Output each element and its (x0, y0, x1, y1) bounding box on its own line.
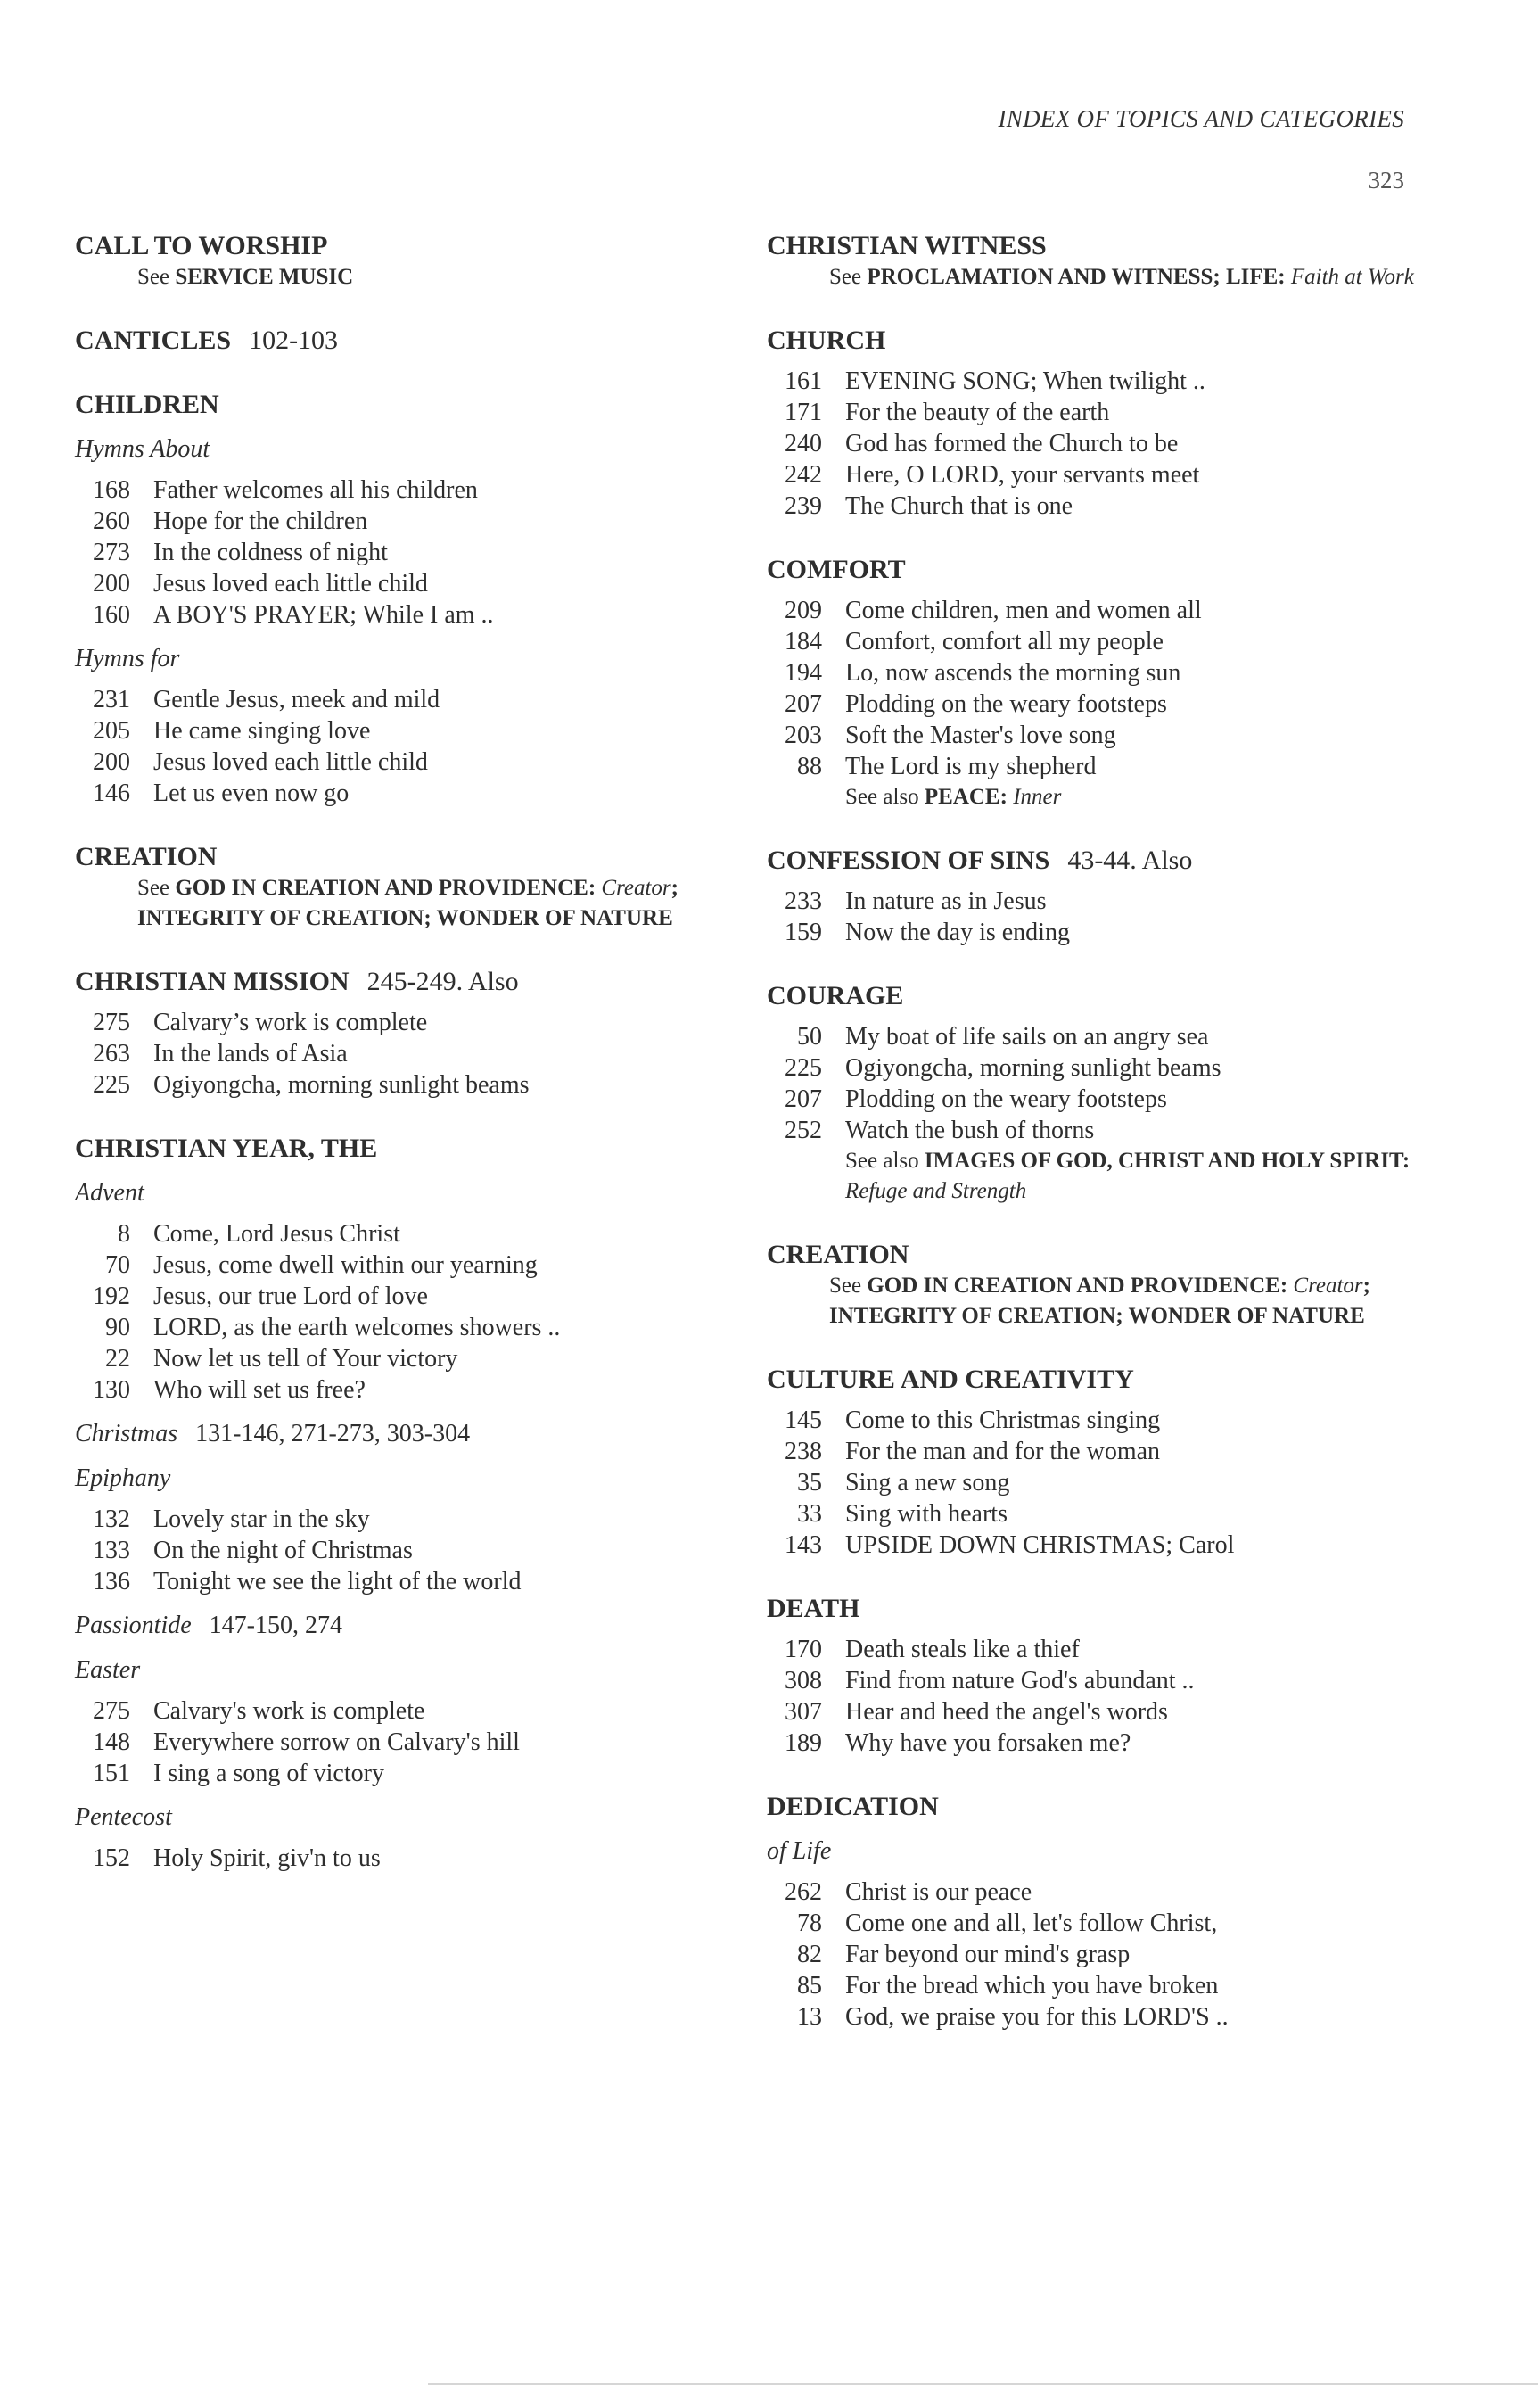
heading-text: CHRISTIAN WITNESS (767, 231, 1047, 260)
hymn-entry (767, 1052, 1427, 1084)
hymn-title: For the bread which you have broken (845, 1972, 1219, 2000)
hymn-title: He came singing love (153, 717, 371, 745)
index-section (767, 230, 1427, 293)
section-heading (75, 389, 753, 421)
hymn-entry (767, 1115, 1427, 1146)
index-section (75, 389, 753, 809)
hymn-title: God, we praise you for this LORD'S .. (845, 2003, 1229, 2031)
hymn-title: God has formed the Church to be (845, 430, 1179, 458)
heading-text: CHRISTIAN MISSION (75, 967, 350, 996)
hymn-entry (75, 474, 753, 506)
hymn-entry (767, 366, 1427, 397)
hymn-number: 207 (785, 1085, 822, 1113)
hymn-number: 170 (785, 1636, 822, 1663)
cross-reference-text: See (137, 265, 176, 289)
hymn-list (767, 1405, 1427, 1561)
heading-text: CREATION (75, 842, 218, 871)
hymn-number: 233 (785, 887, 822, 915)
section-heading (767, 554, 1427, 586)
hymn-entry (767, 1436, 1427, 1467)
hymn-title: On the night of Christmas (153, 1537, 413, 1564)
index-section (767, 1791, 1427, 2033)
hymn-list (75, 474, 753, 631)
hymn-number: 130 (93, 1376, 130, 1404)
hymn-title: Father welcomes all his children (153, 476, 478, 504)
cross-reference-text: ; INTEGRITY OF CREATION; WONDER OF NATURE (829, 1274, 1370, 1328)
hymn-title: Come to this Christmas singing (845, 1406, 1161, 1434)
hymn-list (767, 366, 1427, 522)
hymn-entry (767, 1696, 1427, 1728)
subheading (75, 1418, 753, 1450)
heading-text: DEDICATION (767, 1792, 939, 1821)
hymn-title: Ogiyongcha, morning sunlight beams (845, 1054, 1221, 1082)
section-heading (767, 1239, 1427, 1271)
hymn-entry (767, 1970, 1427, 2001)
hymn-number: 275 (93, 1697, 130, 1725)
cross-reference-text: PROCLAMATION AND WITNESS; LIFE: (867, 265, 1286, 289)
hymn-number: 307 (785, 1698, 822, 1726)
heading-text: COMFORT (767, 555, 906, 584)
hymn-entry (75, 1727, 753, 1758)
index-section (767, 554, 1427, 812)
hymn-title: Ogiyongcha, morning sunlight beams (153, 1071, 530, 1099)
hymn-entry (767, 1467, 1427, 1498)
heading-text: CANTICLES (75, 326, 232, 355)
hymn-list (75, 1695, 753, 1789)
hymn-title: Holy Spirit, giv'n to us (153, 1844, 381, 1872)
index-section (767, 1593, 1427, 1759)
heading-text: CREATION (767, 1240, 909, 1269)
index-section (75, 230, 753, 293)
hymn-title: Everywhere sorrow on Calvary's hill (153, 1728, 520, 1756)
hymn-entry (75, 1535, 753, 1566)
hymn-number: 171 (785, 399, 822, 426)
hymn-number: 148 (93, 1728, 130, 1756)
hymn-entry (75, 715, 753, 746)
hymn-number: 189 (785, 1729, 822, 1757)
see-also-reference (767, 782, 1427, 812)
subheading (75, 1463, 753, 1495)
hymn-entry (75, 537, 753, 568)
hymn-entry (75, 1281, 753, 1312)
heading-text: DEATH (767, 1594, 860, 1623)
hymn-title: Jesus, come dwell within our yearning (153, 1251, 538, 1279)
hymn-number: 136 (93, 1568, 130, 1596)
hymn-title: LORD, as the earth welcomes showers .. (153, 1314, 561, 1341)
heading-hymn-range: 102-103 (249, 326, 339, 355)
hymn-list (75, 1504, 753, 1597)
hymn-number: 225 (93, 1071, 130, 1099)
subheading-text: of Life (767, 1837, 832, 1865)
heading-text: CALL TO WORSHIP (75, 231, 328, 260)
hymn-list (767, 886, 1427, 948)
hymn-title: Why have you forsaken me? (845, 1729, 1131, 1757)
hymn-number: 160 (93, 601, 130, 629)
hymn-entry (767, 1665, 1427, 1696)
hymn-list (767, 595, 1427, 782)
hymn-title: Plodding on the weary footsteps (845, 1085, 1167, 1113)
hymn-list (75, 684, 753, 809)
heading-text: COURAGE (767, 981, 904, 1010)
cross-reference-text: See (137, 876, 176, 900)
cross-reference-text: See also (845, 785, 925, 809)
cross-reference-text: GOD IN CREATION AND PROVIDENCE: (175, 876, 596, 900)
hymn-title: Come children, men and women all (845, 597, 1202, 624)
hymn-number: 133 (93, 1537, 130, 1564)
subheading-text: Epiphany (75, 1464, 171, 1492)
hymn-entry (75, 506, 753, 537)
hymn-number: 35 (797, 1469, 822, 1497)
hymn-title: For the beauty of the earth (845, 399, 1110, 426)
hymn-number: 50 (797, 1023, 822, 1051)
hymn-entry (75, 1218, 753, 1249)
section-heading (75, 966, 753, 998)
hymn-entry (75, 1343, 753, 1374)
hymn-entry (767, 1084, 1427, 1115)
hymn-title: Watch the bush of thorns (845, 1117, 1095, 1144)
hymn-number: 146 (93, 779, 130, 807)
hymn-entry (75, 1038, 753, 1069)
hymn-entry (75, 1566, 753, 1597)
hymn-title: The Church that is one (845, 492, 1073, 520)
hymn-entry (767, 459, 1427, 491)
cross-reference-text: GOD IN CREATION AND PROVIDENCE: (867, 1274, 1288, 1298)
hymn-title: Death steals like a thief (845, 1636, 1080, 1663)
subheading-text: Pentecost (75, 1803, 172, 1831)
index-section (767, 845, 1427, 948)
hymn-number: 90 (105, 1314, 130, 1341)
hymn-list (75, 1843, 753, 1874)
hymn-list (75, 1218, 753, 1406)
section-heading (767, 1364, 1427, 1396)
hymn-number: 33 (797, 1500, 822, 1528)
hymn-entry (767, 1021, 1427, 1052)
hymn-entry (767, 1728, 1427, 1759)
running-header: INDEX OF TOPICS AND CATEGORIES (998, 105, 1404, 132)
hymn-title: Calvary’s work is complete (153, 1009, 428, 1036)
hymn-number: 22 (105, 1345, 130, 1373)
heading-text: CHILDREN (75, 390, 219, 419)
left-column (75, 230, 753, 1906)
index-section (75, 841, 753, 934)
hymn-entry (75, 1249, 753, 1281)
hymn-title: UPSIDE DOWN CHRISTMAS; Carol (845, 1531, 1235, 1559)
section-heading (75, 1133, 753, 1165)
see-reference (767, 262, 1427, 293)
hymn-entry (767, 428, 1427, 459)
index-section (75, 325, 753, 357)
heading-text: CONFESSION OF SINS (767, 845, 1050, 875)
hymn-entry (75, 1695, 753, 1727)
hymn-number: 132 (93, 1505, 130, 1533)
hymn-entry (75, 1312, 753, 1343)
right-column (767, 230, 1427, 2065)
section-heading (75, 325, 753, 357)
page-number: 323 (1368, 167, 1404, 194)
hymn-entry (767, 689, 1427, 720)
hymn-entry (767, 626, 1427, 657)
cross-reference-text: See also (845, 1149, 925, 1173)
subheading (75, 1610, 753, 1642)
index-section (767, 1239, 1427, 1332)
hymn-entry (75, 599, 753, 631)
hymn-entry (75, 568, 753, 599)
hymn-number: 184 (785, 628, 822, 656)
hymn-title: Come, Lord Jesus Christ (153, 1220, 400, 1248)
hymn-number: 152 (93, 1844, 130, 1872)
hymn-entry (767, 1876, 1427, 1908)
hymn-number: 200 (93, 748, 130, 776)
hymn-number: 205 (93, 717, 130, 745)
hymn-entry (767, 1405, 1427, 1436)
see-reference (75, 262, 753, 293)
section-heading (767, 230, 1427, 262)
hymn-number: 209 (785, 597, 822, 624)
section-heading (767, 325, 1427, 357)
hymn-number: 225 (785, 1054, 822, 1082)
hymn-title: Far beyond our mind's grasp (845, 1941, 1131, 1968)
hymn-number: 78 (797, 1909, 822, 1937)
hymn-title: Now the day is ending (845, 919, 1070, 946)
hymn-list (767, 1876, 1427, 2033)
hymn-entry (767, 2001, 1427, 2033)
cross-reference-text: ; INTEGRITY OF CREATION; WONDER OF NATURE (137, 876, 679, 930)
hymn-title: Gentle Jesus, meek and mild (153, 686, 440, 713)
hymn-entry (767, 886, 1427, 917)
hymn-number: 275 (93, 1009, 130, 1036)
hymn-title: Comfort, comfort all my people (845, 628, 1164, 656)
hymn-number: 252 (785, 1117, 822, 1144)
section-heading (767, 845, 1427, 877)
cross-reference-text: PEACE: (924, 785, 1008, 809)
section-heading (767, 1593, 1427, 1625)
heading-text: CHRISTIAN YEAR, THE (75, 1134, 378, 1163)
hymn-entry (767, 1939, 1427, 1970)
subheading-text: Easter (75, 1656, 141, 1684)
see-also-reference (767, 1146, 1427, 1207)
hymn-title: Plodding on the weary footsteps (845, 690, 1167, 718)
section-heading (767, 980, 1427, 1012)
hymn-title: Who will set us free? (153, 1376, 366, 1404)
scan-edge-line (428, 2383, 1538, 2385)
hymn-list (767, 1634, 1427, 1759)
hymn-title: Calvary's work is complete (153, 1697, 425, 1725)
hymn-title: In the lands of Asia (153, 1040, 348, 1068)
hymn-title: The Lord is my shepherd (845, 753, 1097, 780)
heading-hymn-range: 245-249. Also (366, 967, 519, 996)
hymn-title: Hear and heed the angel's words (845, 1698, 1168, 1726)
hymn-entry (75, 778, 753, 809)
cross-reference-text: See (829, 1274, 868, 1298)
subheading (75, 433, 753, 466)
hymn-title: Find from nature God's abundant .. (845, 1667, 1195, 1695)
hymn-title: Tonight we see the light of the world (153, 1568, 522, 1596)
subheading (75, 643, 753, 675)
hymn-entry (75, 1843, 753, 1874)
hymn-number: 85 (797, 1972, 822, 2000)
hymn-title: EVENING SONG; When twilight .. (845, 367, 1205, 395)
hymn-entry (767, 491, 1427, 522)
index-section (75, 1133, 753, 1874)
hymn-entry (767, 917, 1427, 948)
hymn-title: I sing a song of victory (153, 1760, 384, 1787)
subheading (75, 1802, 753, 1834)
hymn-entry (767, 595, 1427, 626)
cross-reference-text: Creator (1287, 1274, 1363, 1298)
hymn-number: 238 (785, 1438, 822, 1465)
hymn-title: Jesus loved each little child (153, 570, 428, 598)
subheading (75, 1177, 753, 1209)
hymn-entry (767, 1908, 1427, 1939)
hymn-entry (75, 1007, 753, 1038)
hymn-title: Lo, now ascends the morning sun (845, 659, 1181, 687)
cross-reference-text: Refuge and Strength (845, 1179, 1027, 1203)
hymn-number: 207 (785, 690, 822, 718)
cross-reference-text: IMAGES OF GOD, CHRIST AND HOLY SPIRIT: (924, 1149, 1411, 1173)
cross-reference-text: SERVICE MUSIC (175, 265, 354, 289)
hymn-title: Sing a new song (845, 1469, 1010, 1497)
hymn-entry (767, 1530, 1427, 1561)
hymn-number: 240 (785, 430, 822, 458)
hymn-entry (75, 1504, 753, 1535)
hymn-title: Now let us tell of Your victory (153, 1345, 458, 1373)
section-heading (75, 230, 753, 262)
hymn-title: Soft the Master's love song (845, 722, 1116, 749)
hymn-number: 231 (93, 686, 130, 713)
hymn-title: Jesus loved each little child (153, 748, 428, 776)
hymn-number: 242 (785, 461, 822, 489)
hymn-title: A BOY'S PRAYER; While I am .. (153, 601, 494, 629)
hymn-title: My boat of life sails on an angry sea (845, 1023, 1209, 1051)
cross-reference-text: Creator (596, 876, 671, 900)
hymn-title: Sing with hearts (845, 1500, 1008, 1528)
hymn-entry (75, 746, 753, 778)
subheading-text: Passiontide (75, 1612, 192, 1639)
hymn-entry (75, 1374, 753, 1406)
hymn-number: 263 (93, 1040, 130, 1068)
hymn-entry (75, 1069, 753, 1101)
hymn-title: Jesus, our true Lord of love (153, 1282, 428, 1310)
hymn-number: 13 (797, 2003, 822, 2031)
hymn-number: 200 (93, 570, 130, 598)
cross-reference-text: Inner (1007, 785, 1062, 809)
subheading (75, 1654, 753, 1686)
subheading-text: Advent (75, 1179, 144, 1207)
hymn-number: 159 (785, 919, 822, 946)
hymn-title: Lovely star in the sky (153, 1505, 370, 1533)
hymn-number: 161 (785, 367, 822, 395)
heading-hymn-range: 43-44. Also (1067, 845, 1193, 875)
hymn-title: In nature as in Jesus (845, 887, 1047, 915)
see-reference (75, 873, 753, 934)
hymn-title: Here, O LORD, your servants meet (845, 461, 1200, 489)
section-heading (767, 1791, 1427, 1823)
index-section (767, 1364, 1427, 1561)
hymn-title: In the coldness of night (153, 539, 388, 566)
hymn-entry (767, 1634, 1427, 1665)
hymn-entry (767, 751, 1427, 782)
heading-text: CULTURE AND CREATIVITY (767, 1365, 1134, 1394)
hymn-title: Let us even now go (153, 779, 350, 807)
hymn-number: 203 (785, 722, 822, 749)
subheading-text: Hymns About (75, 435, 210, 463)
hymn-number: 145 (785, 1406, 822, 1434)
hymn-entry (767, 720, 1427, 751)
subheading-text: Hymns for (75, 645, 180, 672)
hymn-list (767, 1021, 1427, 1146)
hymn-number: 308 (785, 1667, 822, 1695)
hymn-number: 262 (785, 1878, 822, 1906)
subheading (767, 1835, 1427, 1868)
subheading-hymn-range: 131-146, 271-273, 303-304 (195, 1420, 471, 1447)
hymn-number: 194 (785, 659, 822, 687)
section-heading (75, 841, 753, 873)
hymn-entry (767, 397, 1427, 428)
hymn-entry (767, 1498, 1427, 1530)
hymn-list (75, 1007, 753, 1101)
index-section (767, 980, 1427, 1207)
see-reference (767, 1271, 1427, 1332)
cross-reference-text: See (829, 265, 868, 289)
hymn-number: 82 (797, 1941, 822, 1968)
hymn-number: 239 (785, 492, 822, 520)
hymn-title: Christ is our peace (845, 1878, 1032, 1906)
hymn-number: 88 (797, 753, 822, 780)
hymn-number: 273 (93, 539, 130, 566)
hymn-number: 143 (785, 1531, 822, 1559)
hymn-number: 168 (93, 476, 130, 504)
cross-reference-text: Faith at Work (1285, 265, 1414, 289)
hymn-number: 260 (93, 507, 130, 535)
hymn-title: For the man and for the woman (845, 1438, 1161, 1465)
heading-text: CHURCH (767, 326, 886, 355)
index-section (75, 966, 753, 1101)
subheading-hymn-range: 147-150, 274 (209, 1612, 342, 1639)
hymn-number: 192 (93, 1282, 130, 1310)
subheading-text: Christmas (75, 1420, 178, 1447)
hymn-title: Hope for the children (153, 507, 368, 535)
hymn-number: 70 (105, 1251, 130, 1279)
hymn-number: 8 (118, 1220, 130, 1248)
hymn-entry (75, 1758, 753, 1789)
hymn-entry (767, 657, 1427, 689)
hymn-entry (75, 684, 753, 715)
hymn-number: 151 (93, 1760, 130, 1787)
hymn-title: Come one and all, let's follow Christ, (845, 1909, 1218, 1937)
index-section (767, 325, 1427, 522)
